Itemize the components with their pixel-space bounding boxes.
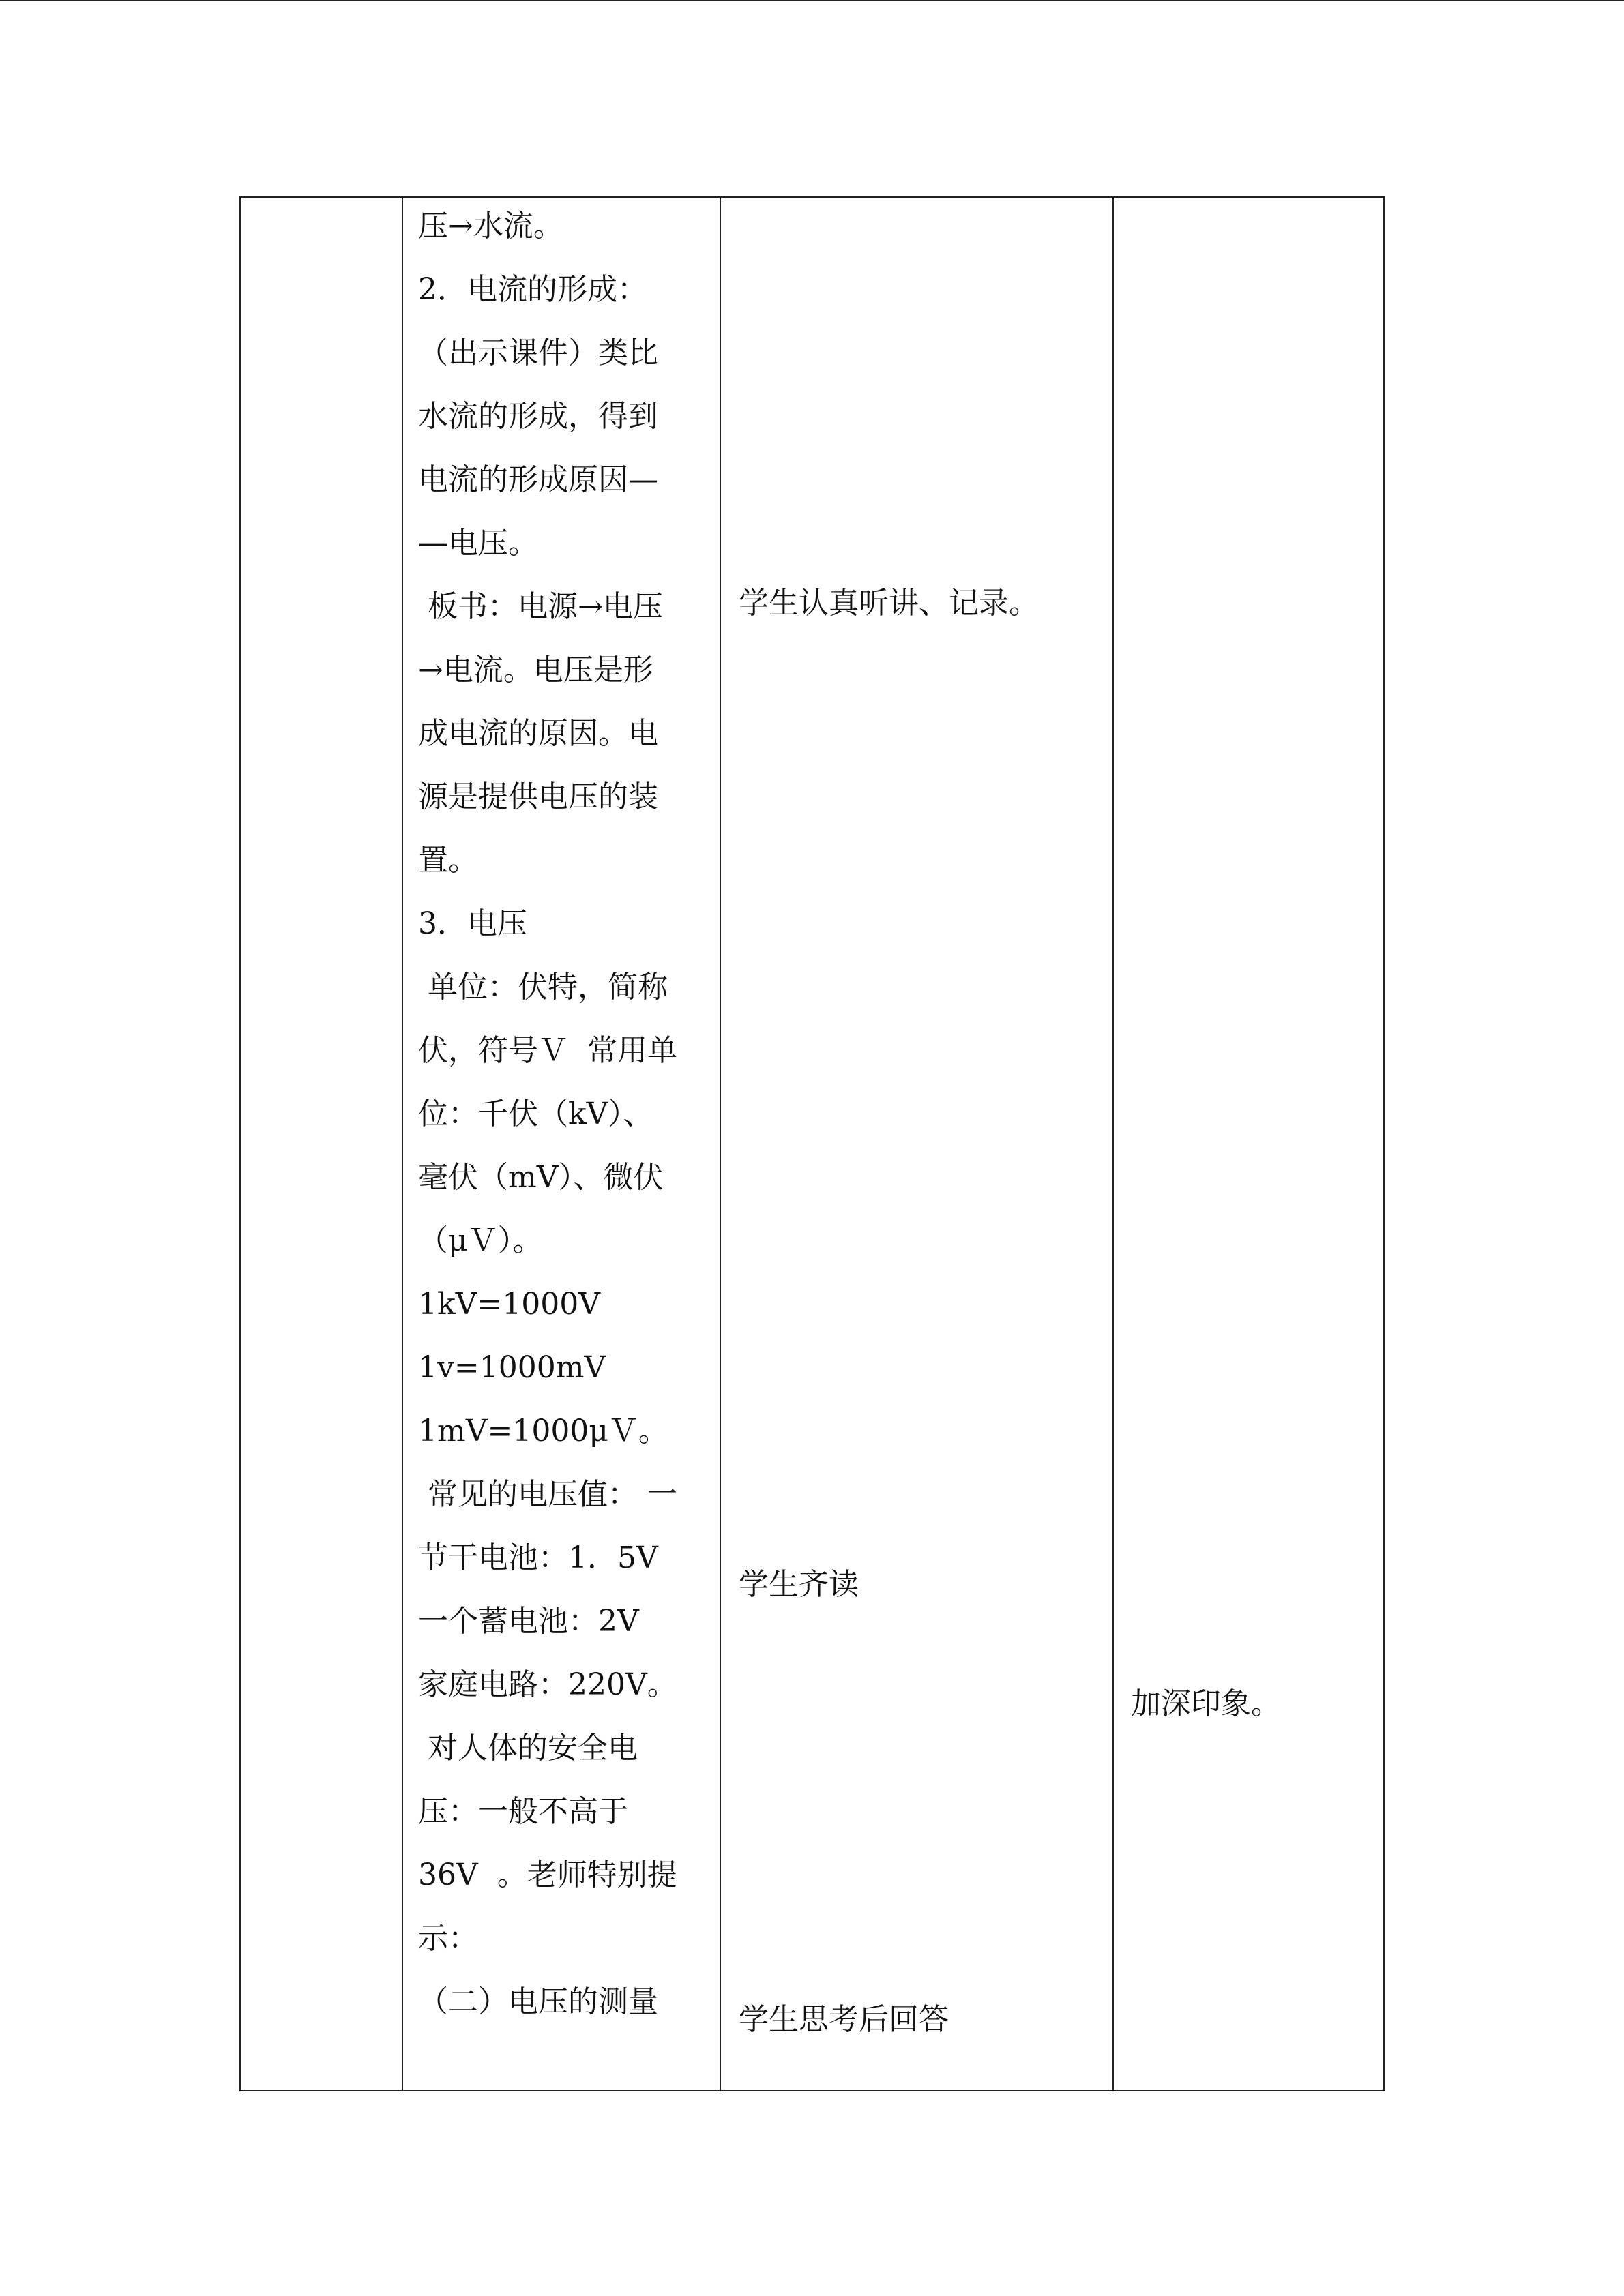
student-note-answer: 学生思考后回答 (739, 2002, 949, 2037)
teacher-line: 3．电压 (418, 906, 527, 941)
teacher-line: 1v=1000mV (418, 1350, 606, 1385)
teacher-line: 伏，符号Ｖ 常用单 (418, 1033, 677, 1068)
teacher-line: 压→水流。 (418, 209, 563, 243)
teacher-line: →电流。电压是形 (418, 653, 653, 687)
teacher-line: 常见的电压值： 一 (418, 1477, 677, 1512)
teacher-line: 位：千伏（kV）、 (418, 1097, 653, 1131)
column-divider-2 (720, 198, 721, 2090)
teacher-line: 示： (418, 1921, 478, 1956)
student-note-read: 学生齐读 (739, 1567, 859, 1602)
teacher-line: 1kV=1000V (418, 1287, 601, 1322)
design-intent-cell (1131, 198, 1376, 2090)
teacher-line: （二）电压的测量 (418, 1984, 658, 2019)
teacher-line: （出示课件）类比 (418, 336, 658, 370)
teacher-line: 水流的形成，得到 (418, 399, 658, 434)
teacher-line: 板书：电源→电压 (418, 589, 663, 624)
student-note-listen: 学生认真听讲、记录。 (739, 586, 1039, 621)
teacher-line: 2．电流的形成： (418, 272, 647, 307)
teacher-line: 单位：伏特，简称 (418, 970, 668, 1004)
teacher-line: 成电流的原因。电 (418, 716, 658, 751)
design-note: 加深印象。 (1131, 1686, 1281, 1721)
teacher-line: 节干电池：1．5V (418, 1540, 658, 1575)
teacher-activity-cell (418, 198, 718, 2090)
teacher-line: 压：一般不高于 (418, 1794, 628, 1829)
lesson-plan-table (239, 196, 1385, 2091)
teacher-line: 源是提供电压的装 (418, 779, 658, 814)
teacher-line: 电流的形成原因— (418, 462, 658, 497)
teacher-line: （μＶ）。 (418, 1223, 543, 1258)
student-activity-cell (739, 198, 1107, 2090)
page-top-rule (0, 0, 1624, 1)
label-column-cell (241, 198, 402, 2090)
column-divider-3 (1112, 198, 1114, 2090)
teacher-line: 家庭电路：220V。 (418, 1667, 677, 1702)
teacher-line: 36V 。老师特别提 (418, 1858, 677, 1892)
teacher-line: 1mV=1000μＶ。 (418, 1414, 668, 1448)
teacher-line: 一个蓄电池：2V (418, 1604, 639, 1639)
teacher-line: —电压。 (418, 526, 538, 561)
teacher-line: 对人体的安全电 (418, 1731, 638, 1765)
teacher-line: 毫伏（mV）、微伏 (418, 1160, 664, 1195)
column-divider-1 (402, 198, 403, 2090)
teacher-line: 置。 (418, 843, 478, 878)
